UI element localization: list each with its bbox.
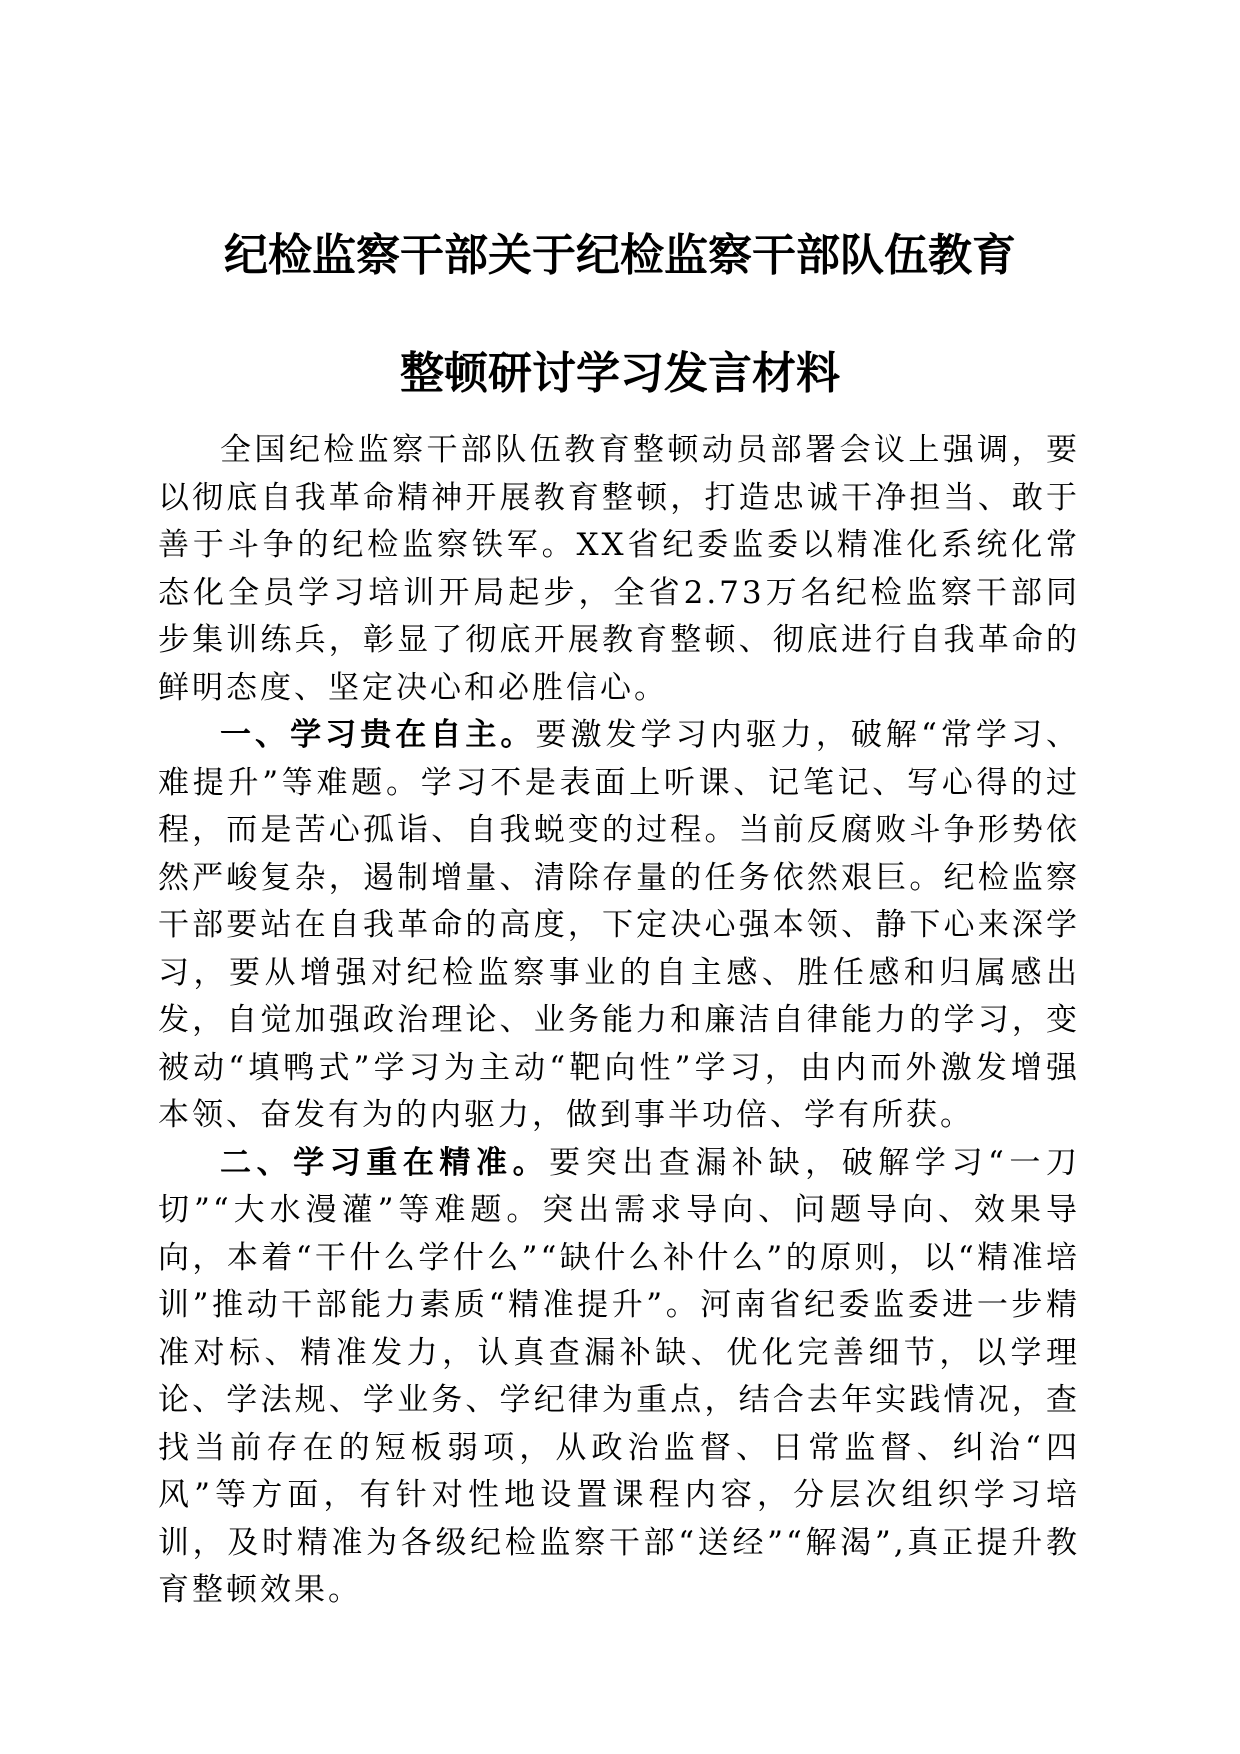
document-body: [158, 427, 1080, 1615]
paragraph-text: 要突出查漏补缺，破解学习“一刀切”“大水漫灌”等难题。突出需求导向、问题导向、效果导向，本着“干什么学什么”“缺什么补什么”的原则，以“精准培训”推动干部能力素质“精准提升”。河南省纪委监委进一步精准对标、精准发力，认真查漏补缺、优化完善细节，以学理论、学法规、学业务、学纪律为重点，结合去年实践情况，查找当前存在的短板弱项，从政治监督、日常监督、纠治“四风”等方面，有针对性地设置课程内容，分层次组织学习培训，及时精准为各级纪检监察干部“送经”“解渴”,真正提升教育整顿效果。: [158, 1144, 1081, 1608]
document-title-line-1: 纪检监察干部关于纪检监察干部队伍教育: [224, 230, 1016, 281]
paragraph-text: 全国纪检监察干部队伍教育整顿动员部署会议上强调，要以彻底自我革命精神开展教育整顿，打造忠诚干净担当、敢于善于斗争的纪检监察铁军。XX省纪委监委以精准化系统化常态化全员学习培训开局起步，全省2.73万名纪检监察干部同步集训练兵，彰显了彻底开展教育整顿、彻底进行自我革命的鲜明态度、坚定决心和必胜信心。: [158, 432, 1080, 706]
paragraph-section-2: [158, 1140, 1080, 1615]
paragraph-text: 要激发学习内驱力，破解“常学习、难提升”等难题。学习不是表面上听课、记笔记、写心得的过程，而是苦心孤诣、自我蜕变的过程。当前反腐败斗争形势依然严峻复杂，遏制增量、清除存量的任务依然艰巨。纪检监察干部要站在自我革命的高度，下定决心强本领、静下心来深学习，要从增强对纪检监察事业的自主感、胜任感和归属感出发，自觉加强政治理论、业务能力和廉洁自律能力的学习，变被动“填鸭式”学习为主动“靶向性”学习，由内而外激发增强本领、奋发有为的内驱力，做到事半功倍、学有所获。: [158, 717, 1080, 1133]
document-title-line-2: 整顿研讨学习发言材料: [400, 348, 840, 399]
section-heading: 一、学习贵在自主。: [220, 717, 536, 753]
paragraph-section-1: [158, 712, 1080, 1140]
paragraph-intro: [158, 427, 1080, 712]
section-heading: 二、学习重在精准。: [220, 1144, 550, 1181]
